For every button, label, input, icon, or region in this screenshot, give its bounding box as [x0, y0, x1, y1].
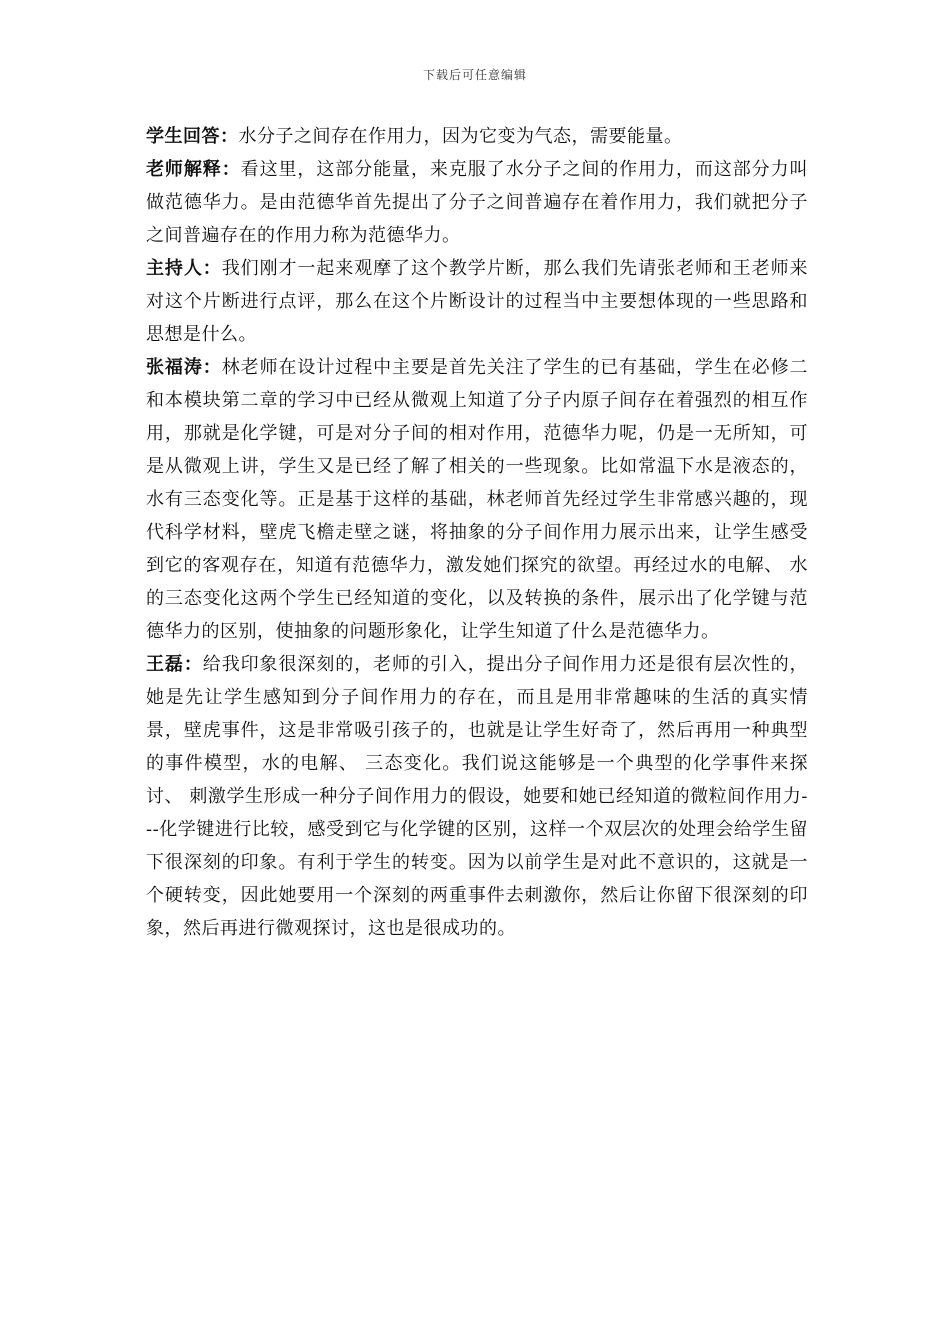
paragraph-student-answer [146, 120, 808, 153]
speaker-label: 主持人： [146, 258, 222, 279]
paragraph-text: 看这里，这部分能量，来克服了水分子之间的作用力，而这部分力叫做范德华力。是由范德华首先提出了分子之间普遍存在着作用力，我们就把分子之间普遍存在的作用力称为范德华力。 [146, 159, 809, 246]
paragraph-text: 给我印象很深刻的，老师的引入，提出分子间作用力还是很有层次性的，她是先让学生感知到分子间作用力的存在，而且是用非常趣味的生活的真实情景，壁虎事件，这是非常吸引孩子的，也就是让学生好奇了，然后再用一种典型的事件模型，水的电解、 三态变化。我们说这能够是一个典型的化学事件来探讨、 刺激学生形成一种分子间作用力的假设，她要和她已经知道的微粒间作用力---化学键进行比较，感受到它与化学键的区别，这样一个双层次的处理会给学生留下很深刻的印象。有利于学生的转变。因为以前学生是对此不意识的，这就是一个硬转变，因此她要用一个深刻的两重事件去刺激你，然后让你留下很深刻的印象，然后再进行微观探讨，这也是很成功的。 [146, 654, 808, 939]
page-header: 下载后可任意编辑 [422, 68, 527, 82]
speaker-label: 张福涛： [146, 357, 222, 378]
speaker-label: 王磊： [146, 654, 203, 675]
speaker-label: 老师解释： [146, 159, 241, 180]
paragraph-teacher-explanation [146, 153, 808, 252]
document-body [146, 120, 808, 945]
paragraph-zhang-futao [146, 351, 808, 648]
paragraph-host [146, 252, 808, 351]
paragraph-text: 我们刚才一起来观摩了这个教学片断，那么我们先请张老师和王老师来对这个片断进行点评，那么在这个片断设计的过程当中主要想体现的一些思路和思想是什么。 [146, 258, 809, 345]
paragraph-text: 林老师在设计过程中主要是首先关注了学生的已有基础，学生在必修二和本模块第二章的学习中已经从微观上知道了分子内原子间存在着强烈的相互作用，那就是化学键，可是对分子间的相对作用，范德华力呢，仍是一无所知，可是从微观上讲，学生又是已经了解了相关的一些现象。比如常温下水是液态的，水有三态变化等。正是基于这样的基础，林老师首先经过学生非常感兴趣的，现代科学材料，壁虎飞檐走壁之谜，将抽象的分子间作用力展示出来，让学生感受到它的客观存在，知道有范德华力，激发她们探究的欲望。再经过水的电解、 水的三态变化这两个学生已经知道的变化，以及转换的条件，展示出了化学键与范德华力的区别，使抽象的问题形象化，让学生知道了什么是范德华力。 [146, 357, 809, 642]
paragraph-text: 水分子之间存在作用力，因为它变为气态，需要能量。 [238, 126, 683, 147]
speaker-label: 学生回答： [146, 126, 239, 147]
paragraph-wang-lei [146, 648, 808, 945]
